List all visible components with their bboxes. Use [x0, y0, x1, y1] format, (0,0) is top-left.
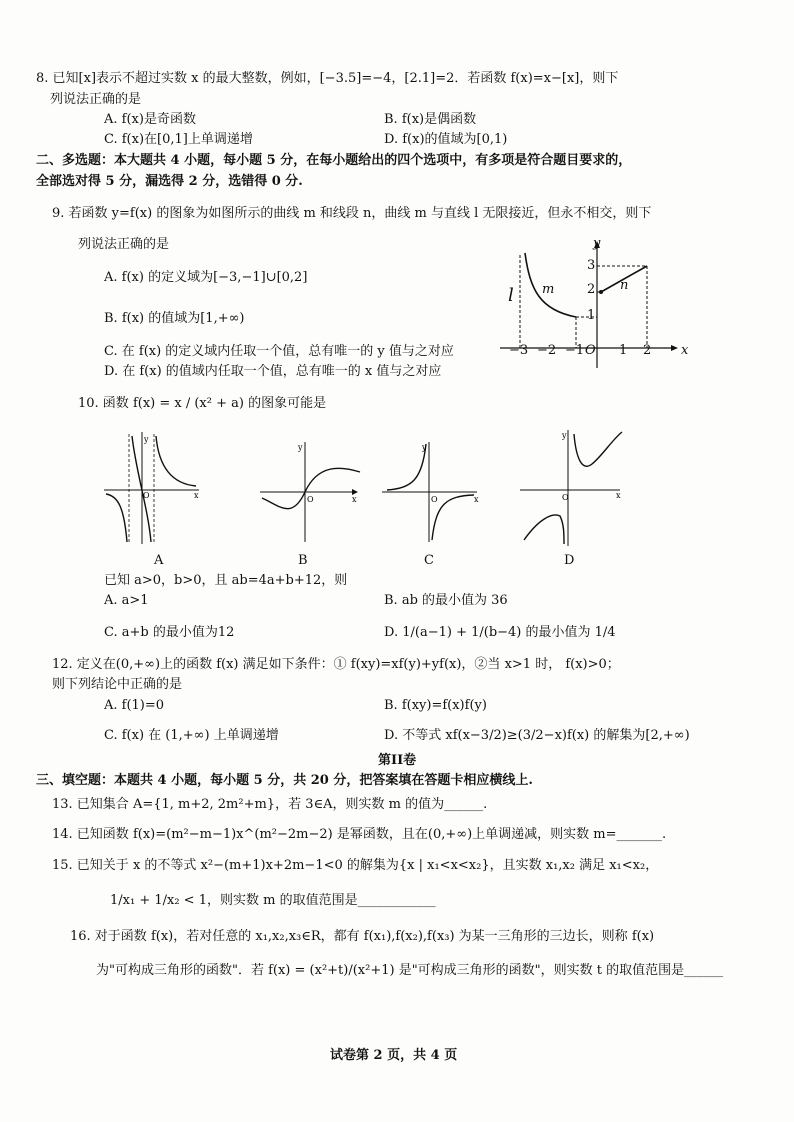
q9-graph-line-label: l [508, 285, 514, 306]
svg-text:x: x [352, 495, 357, 504]
q9-graph-curve-label: m [542, 282, 555, 297]
q15-stem-line1: 15. 已知关于 x 的不等式 x²−(m+1)x+2m−1<0 的解集为{x | x₁<x<x₂}，且实数 x₁,x₂ 满足 x₁<x₂， [52, 858, 659, 873]
q9-graph-x-tick: 2 [643, 343, 652, 358]
q9-option-d: D. 在 f(x) 的值域内任取一个值，总有唯一的 x 值与之对应 [104, 364, 442, 379]
q8-option-b: B. f(x)是偶函数 [384, 112, 477, 127]
svg-text:x: x [616, 491, 621, 500]
q9-option-b: B. f(x) 的值域为[1,+∞) [104, 311, 245, 326]
svg-text:y: y [144, 435, 149, 444]
section2-heading-line1: 二、多选题：本大题共 4 小题，每小题 5 分，在每小题给出的四个选项中，有多项是符合题目要求的， [36, 153, 632, 168]
svg-text:y: y [422, 443, 427, 452]
q8-stem-line2: 列说法正确的是 [50, 92, 142, 107]
svg-text:y: y [298, 443, 303, 452]
q11-option-c: C. a+b 的最小值为12 [104, 625, 235, 640]
q13-stem: 13. 已知集合 A={1, m+2, 2m²+m}，若 3∈A，则实数 m 的值为______. [52, 797, 488, 812]
q10-label-b: B [298, 553, 308, 568]
svg-text:x: x [474, 495, 479, 504]
svg-text:x: x [194, 491, 199, 500]
section2-heading-line2: 全部选对得 5 分，漏选得 2 分，选错得 0 分. [36, 174, 303, 189]
q9-graph-x-tick: −3 [509, 343, 529, 358]
q9-graph-origin-label: O [585, 343, 596, 358]
q9-graph-x-tick: 1 [619, 343, 628, 358]
q10-graph-d [520, 428, 630, 548]
part2-title: 第II卷 [378, 753, 417, 768]
q16-stem-line2: 为"可构成三角形的函数"．若 f(x) = (x²+t)/(x²+1) 是"可构成三角形的函数"，则实数 t 的取值范围是______ [96, 963, 724, 978]
q10-graph-b [260, 440, 365, 545]
q9-graph-y-label: y [593, 236, 601, 251]
q9-option-c: C. 在 f(x) 的定义域内任取一个值，总有唯一的 y 值与之对应 [104, 344, 454, 359]
q12-option-b: B. f(xy)=f(x)f(y) [384, 698, 487, 713]
q11-option-a: A. a>1 [104, 593, 149, 608]
q9-graph-y-tick: 2 [587, 282, 596, 297]
q10-label-c: C [424, 553, 434, 568]
q16-stem-line1: 16. 对于函数 f(x)，若对任意的 x₁,x₂,x₃∈R，都有 f(x₁),f(x₂),f(x₃) 为某一三角形的三边长，则称 f(x) [70, 929, 655, 944]
q9-graph-segment-label: n [620, 278, 629, 293]
q9-graph-x-tick: −2 [537, 343, 557, 358]
q15-stem-line2: 1/x₁ + 1/x₂ < 1，则实数 m 的取值范围是____________ [110, 893, 436, 908]
q12-stem-line2: 则下列结论中正确的是 [52, 677, 183, 692]
q10-label-d: D [564, 553, 575, 568]
page-footer: 试卷第 2 页，共 4 页 [330, 1048, 458, 1063]
section3-heading: 三、填空题：本题共 4 小题，每小题 5 分，共 20 分，把答案填在答题卡相应横线上. [36, 773, 533, 788]
q10-label-a: A [154, 553, 164, 568]
q12-option-a: A. f(1)=0 [104, 698, 165, 713]
q9-graph-y-tick: 3 [587, 258, 596, 273]
q10-graph-c [382, 440, 482, 545]
q8-option-d: D. f(x)的值域为[0,1) [384, 132, 508, 147]
q12-option-c: C. f(x) 在 (1,+∞) 上单调递增 [104, 728, 279, 743]
q11-stem: 已知 a>0，b>0，且 ab=4a+b+12，则 [104, 573, 348, 588]
q9-stem-line1: 9. 若函数 y=f(x) 的图象为如图所示的曲线 m 和线段 n，曲线 m 与直线 l 无限接近，但永不相交，则下 [52, 206, 652, 221]
q9-graph-y-tick: 1 [587, 308, 596, 323]
q8-option-c: C. f(x)在[0,1]上单调递增 [104, 132, 253, 147]
q14-stem: 14. 已知函数 f(x)=(m²−m−1)x^(m²−2m−2) 是幂函数，且在(0,+∞)上单调递减，则实数 m=_______. [52, 827, 667, 842]
q12-stem-line1: 12. 定义在(0,+∞)上的函数 f(x) 满足如下条件：① f(xy)=xf(y)+yf(x)，②当 x>1 时， f(x)>0； [52, 657, 620, 672]
q10-graph-a [104, 432, 204, 547]
q8-stem-line1: 8. 已知[x]表示不超过实数 x 的最大整数，例如，[−3.5]=−4，[2.1]=2．若函数 f(x)=x−[x]，则下 [36, 71, 619, 86]
q10-stem: 10. 函数 f(x) = x / (x² + a) 的图象可能是 [78, 396, 327, 411]
svg-text:O: O [562, 493, 569, 502]
svg-text:O: O [431, 495, 438, 504]
q9-graph-x-tick: −1 [565, 343, 585, 358]
q12-option-d: D. 不等式 xf(x−3/2)≥(3/2−x)f(x) 的解集为[2,+∞) [384, 728, 690, 743]
svg-text:O: O [307, 495, 314, 504]
q8-option-a: A. f(x)是奇函数 [104, 112, 196, 127]
q11-option-d: D. 1/(a−1) + 1/(b−4) 的最小值为 1/4 [384, 625, 616, 640]
q9-graph-x-label: x [681, 343, 689, 358]
q9-option-a: A. f(x) 的定义域为[−3,−1]∪[0,2] [104, 270, 308, 285]
svg-text:y: y [562, 431, 567, 440]
q9-stem-line2: 列说法正确的是 [78, 237, 170, 252]
svg-text:O: O [143, 491, 150, 500]
q11-option-b: B. ab 的最小值为 36 [384, 593, 508, 608]
